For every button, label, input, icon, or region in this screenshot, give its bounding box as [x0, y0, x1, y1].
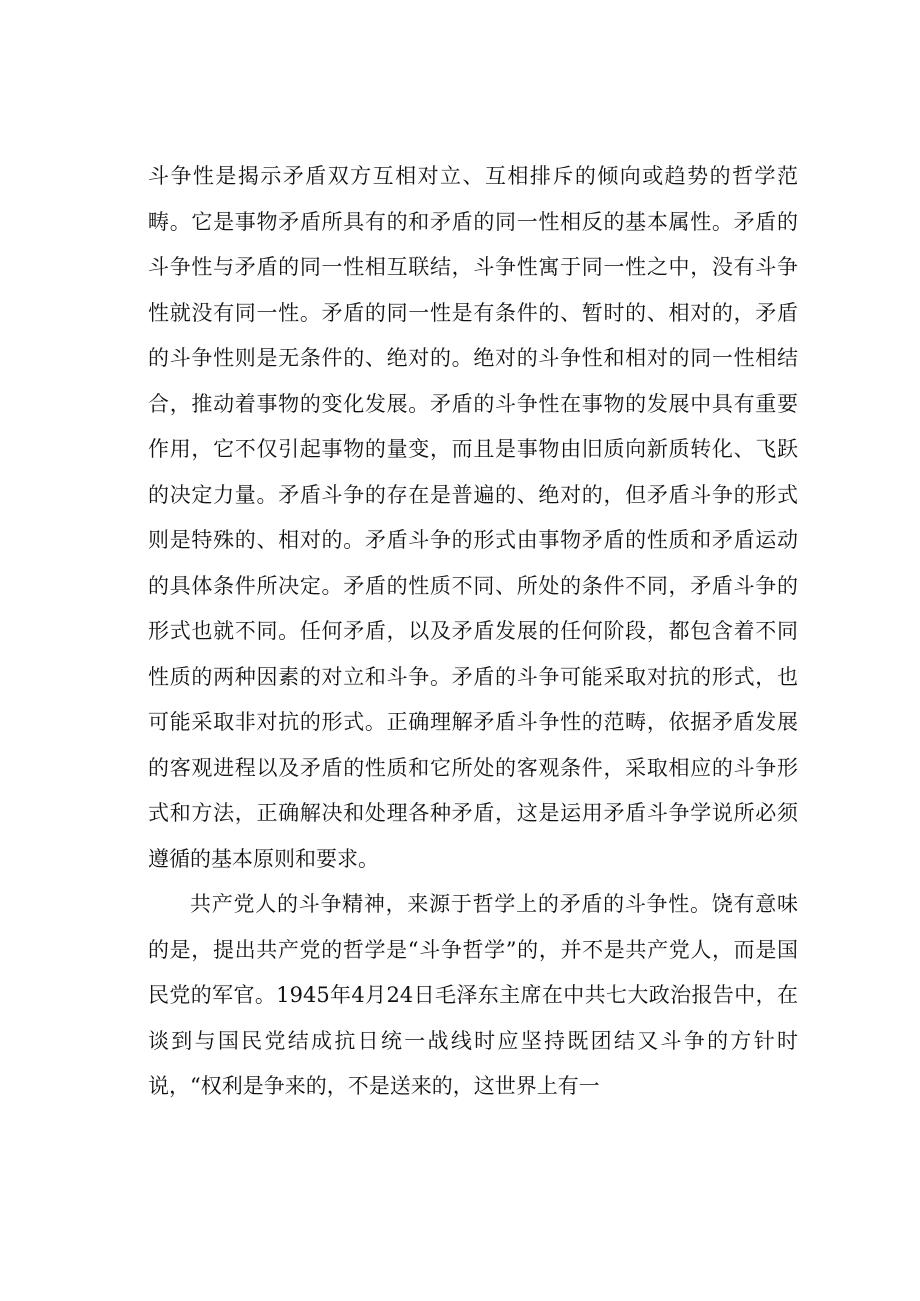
paragraph-2: 共产党人的斗争精神，来源于哲学上的矛盾的斗争性。饶有意味的是，提出共产党的哲学是“斗争哲学”的，并不是共产党人，而是国民党的军官。1945年4月24日毛泽东主席在中共七大政治报告中，在谈到与国民党结成抗日统一战线时应坚持既团结又斗争的方针时说，“权利是争来的，不是送来的，这世界上有一 — [148, 892, 798, 1098]
document-page — [148, 154, 798, 1110]
paragraph-1: 斗争性是揭示矛盾双方互相对立、互相排斥的倾向或趋势的哲学范畴。它是事物矛盾所具有的和矛盾的同一性相反的基本属性。矛盾的斗争性与矛盾的同一性相互联结，斗争性寓于同一性之中，没有斗争性就没有同一性。矛盾的同一性是有条件的、暂时的、相对的，矛盾的斗争性则是无条件的、绝对的。绝对的斗争性和相对的同一性相结合，推动着事物的变化发展。矛盾的斗争性在事物的发展中具有重要作用，它不仅引起事物的量变，而且是事物由旧质向新质转化、飞跃的决定力量。矛盾斗争的存在是普遍的、绝对的，但矛盾斗争的形式则是特殊的、相对的。矛盾斗争的形式由事物矛盾的性质和矛盾运动的具体条件所决定。矛盾的性质不同、所处的条件不同，矛盾斗争的形式也就不同。任何矛盾，以及矛盾发展的任何阶段，都包含着不同性质的两种因素的对立和斗争。矛盾的斗争可能采取对抗的形式，也可能采取非对抗的形式。正确理解矛盾斗争性的范畴，依据矛盾发展的客观进程以及矛盾的性质和它所处的客观条件，采取相应的斗争形式和方法，正确解决和处理各种矛盾，这是运用矛盾斗争学说所必须遵循的基本原则和要求。 — [148, 164, 798, 871]
